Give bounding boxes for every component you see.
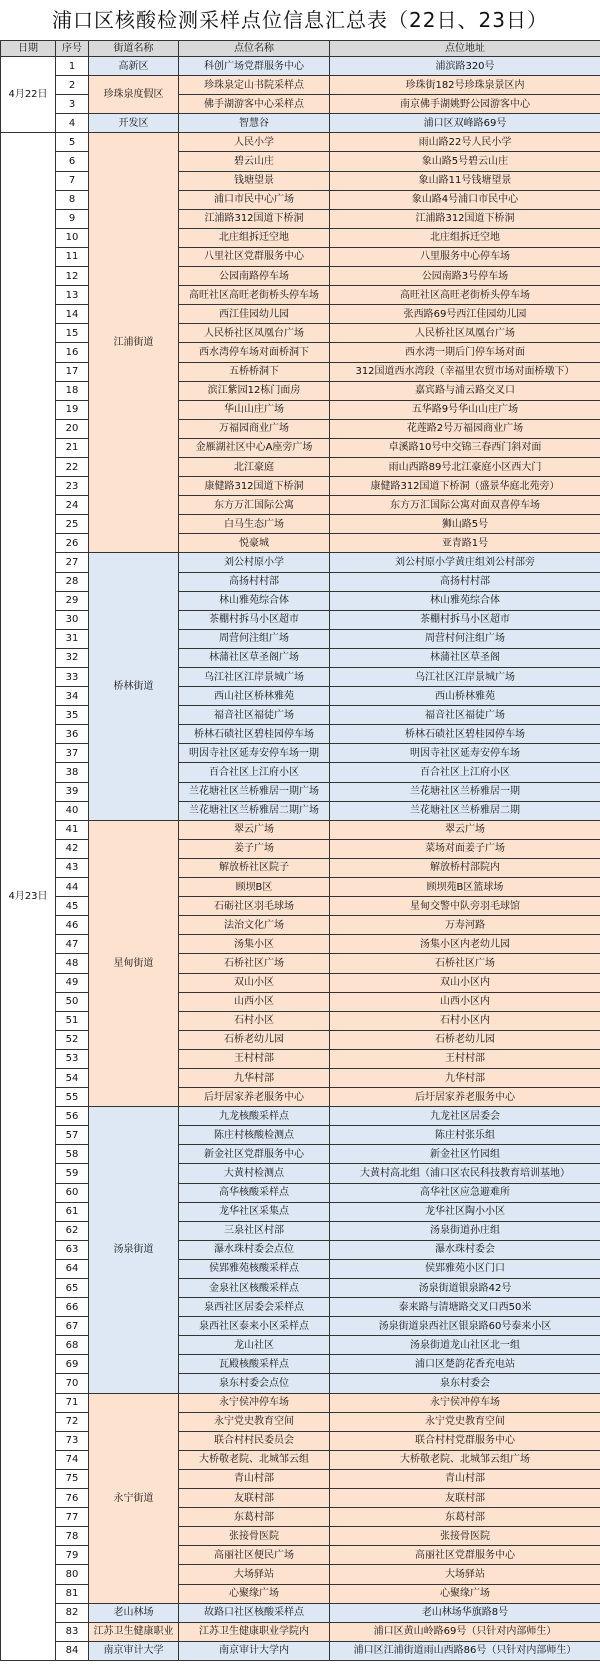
site-address-cell: 东葛村部 xyxy=(330,1508,600,1527)
table-header-row xyxy=(1,41,600,57)
site-address-cell: 新金社区竹园组 xyxy=(330,1145,600,1164)
row-number: 39 xyxy=(56,782,89,801)
site-name-cell: 林山雅苑综合体 xyxy=(179,591,330,610)
row-number: 69 xyxy=(56,1355,89,1374)
site-address-cell: 瀑水珠村委会 xyxy=(330,1240,600,1259)
site-address-cell: 泰来路与清塘路交叉口西50米 xyxy=(330,1298,600,1317)
site-address-cell: 龙华社区陶小小区 xyxy=(330,1202,600,1221)
row-number: 37 xyxy=(56,744,89,763)
row-number: 1 xyxy=(56,57,89,76)
row-number: 15 xyxy=(56,324,89,343)
header-number: 序号 xyxy=(56,41,89,57)
site-address-cell: 嘉宾路与浦云路交叉口 xyxy=(330,381,600,400)
row-number: 27 xyxy=(56,553,89,572)
site-name-cell: 王村村部 xyxy=(179,1049,330,1068)
site-address-cell: 浦口区楚韵花香充电站 xyxy=(330,1355,600,1374)
row-number: 5 xyxy=(56,133,89,152)
site-name-cell: 金泉社区核酸采样点 xyxy=(179,1279,330,1298)
site-address-cell: 312国道西水湾段（幸福里农贸市场对面桥墩下） xyxy=(330,362,600,381)
row-number: 43 xyxy=(56,858,89,877)
site-name-cell: 友联村部 xyxy=(179,1489,330,1508)
row-number: 49 xyxy=(56,973,89,992)
site-name-cell: 高扬村村部 xyxy=(179,572,330,591)
site-name-cell: 东葛村部 xyxy=(179,1508,330,1527)
site-name-cell: 永宁党史教育空间 xyxy=(179,1412,330,1431)
site-name-cell: 智慧谷 xyxy=(179,114,330,133)
site-name-cell: 故路口社区核酸采样点 xyxy=(179,1603,330,1622)
street-name-cell: 老山林场 xyxy=(89,1603,179,1622)
site-name-cell: 泉西社区泰来小区采样点 xyxy=(179,1317,330,1336)
site-address-cell: 石桥社区广场 xyxy=(330,954,600,973)
site-name-cell: 侯郢雅苑核酸采样点 xyxy=(179,1259,330,1278)
row-number: 48 xyxy=(56,954,89,973)
site-address-cell: 友联村部 xyxy=(330,1489,600,1508)
site-name-cell: 高华核酸采样点 xyxy=(179,1183,330,1202)
site-name-cell: 石村小区 xyxy=(179,1011,330,1030)
site-name-cell: 西江佳园幼儿园 xyxy=(179,305,330,324)
site-address-cell: 北庄组拆迁空地 xyxy=(330,228,600,247)
site-name-cell: 金雁湖社区中心A座旁广场 xyxy=(179,438,330,457)
site-name-cell: 万福园商业广场 xyxy=(179,419,330,438)
site-name-cell: 后圩居家养老服务中心 xyxy=(179,1088,330,1107)
row-number: 76 xyxy=(56,1489,89,1508)
site-address-cell: 人民桥社区凤凰台广场 xyxy=(330,324,600,343)
site-address-cell: 雨山西路89号北江豪庭小区西大门 xyxy=(330,457,600,476)
site-name-cell: 解放桥社区院子 xyxy=(179,858,330,877)
site-name-cell: 双山小区 xyxy=(179,973,330,992)
row-number: 62 xyxy=(56,1221,89,1240)
row-number: 77 xyxy=(56,1508,89,1527)
site-address-cell: 珍珠街182号珍珠泉景区内 xyxy=(330,76,600,95)
site-name-cell: 联合村村民委员会 xyxy=(179,1431,330,1450)
site-address-cell: 翠云广场 xyxy=(330,820,600,839)
site-address-cell: 花莲路2号万福园商业广场 xyxy=(330,419,600,438)
row-number: 50 xyxy=(56,992,89,1011)
site-name-cell: 汤集小区 xyxy=(179,935,330,954)
site-address-cell: 张西路69号西江佳园幼儿园 xyxy=(330,305,600,324)
site-address-cell: 周营村何注组广场 xyxy=(330,629,600,648)
site-address-cell: 九龙社区居委会 xyxy=(330,1107,600,1126)
row-number: 45 xyxy=(56,897,89,916)
site-name-cell: 高丽社区便民广场 xyxy=(179,1546,330,1565)
row-number: 60 xyxy=(56,1183,89,1202)
site-address-cell: 大黄村高北组（浦口区农民科技教育培训基地） xyxy=(330,1164,600,1183)
site-address-cell: 西山桥林雅苑 xyxy=(330,687,600,706)
site-address-cell: 刘公村原小学黄庄组刘公村部旁 xyxy=(330,553,600,572)
site-address-cell: 茶棚村拆马小区超市 xyxy=(330,610,600,629)
row-number: 42 xyxy=(56,839,89,858)
site-address-cell: 老山林场华旗路8号 xyxy=(330,1603,600,1622)
site-address-cell: 联合村村党群服务中心 xyxy=(330,1431,600,1450)
street-name-cell: 江苏卫生健康职业 xyxy=(89,1622,179,1641)
row-number: 20 xyxy=(56,419,89,438)
site-name-cell: 龙山社区 xyxy=(179,1336,330,1355)
table-row xyxy=(1,553,600,572)
row-number: 56 xyxy=(56,1107,89,1126)
row-number: 35 xyxy=(56,706,89,725)
site-address-cell: 卓溪路10号中交锦三春西门斜对面 xyxy=(330,438,600,457)
row-number: 59 xyxy=(56,1164,89,1183)
site-address-cell: 陈庄村张乐组 xyxy=(330,1126,600,1145)
row-number: 30 xyxy=(56,610,89,629)
row-number: 64 xyxy=(56,1259,89,1278)
row-number: 54 xyxy=(56,1068,89,1087)
site-name-cell: 华山山庄广场 xyxy=(179,400,330,419)
site-name-cell: 兰花塘社区兰桥雅居二期广场 xyxy=(179,801,330,820)
site-name-cell: 公园南路停车场 xyxy=(179,267,330,286)
site-address-cell: 解放桥村部院内 xyxy=(330,858,600,877)
row-number: 28 xyxy=(56,572,89,591)
site-name-cell: 九龙核酸采样点 xyxy=(179,1107,330,1126)
row-number: 25 xyxy=(56,515,89,534)
site-name-cell: 西水湾停车场对面桥洞下 xyxy=(179,343,330,362)
table-row xyxy=(1,1603,600,1622)
site-name-cell: 东方万汇国际公寓 xyxy=(179,496,330,515)
site-name-cell: 山西小区 xyxy=(179,992,330,1011)
site-name-cell: 八里社区党群服务中心 xyxy=(179,247,330,266)
row-number: 78 xyxy=(56,1527,89,1546)
site-address-cell: 泉东村委会 xyxy=(330,1374,600,1393)
row-number: 58 xyxy=(56,1145,89,1164)
site-address-cell: 大桥敬老院、北城邹云组广场 xyxy=(330,1450,600,1469)
row-number: 53 xyxy=(56,1049,89,1068)
site-address-cell: 兰花塘社区兰桥雅居二期 xyxy=(330,801,600,820)
site-name-cell: 龙华社区采集点 xyxy=(179,1202,330,1221)
row-number: 29 xyxy=(56,591,89,610)
row-number: 61 xyxy=(56,1202,89,1221)
site-name-cell: 北庄组拆迁空地 xyxy=(179,228,330,247)
site-name-cell: 瀑水珠村委会点位 xyxy=(179,1240,330,1259)
row-number: 67 xyxy=(56,1317,89,1336)
site-address-cell: 康健路312国道下桥洞（盛景华庭北苑旁） xyxy=(330,477,600,496)
site-name-cell: 乌江社区江岸景城广场 xyxy=(179,668,330,687)
site-name-cell: 大场驿站 xyxy=(179,1565,330,1584)
row-number: 81 xyxy=(56,1584,89,1603)
table-row xyxy=(1,76,600,95)
site-address-cell: 心聚缘广场 xyxy=(330,1584,600,1603)
row-number: 68 xyxy=(56,1336,89,1355)
table-row xyxy=(1,820,600,839)
site-name-cell: 石砺社区羽毛球场 xyxy=(179,897,330,916)
site-address-cell: 林山雅苑综合体 xyxy=(330,591,600,610)
row-number: 3 xyxy=(56,95,89,114)
header-site-address: 点位地址 xyxy=(330,41,600,57)
site-name-cell: 新金社区党群服务中心 xyxy=(179,1145,330,1164)
row-number: 18 xyxy=(56,381,89,400)
site-name-cell: 白马生态广场 xyxy=(179,515,330,534)
site-address-cell: 青山村部 xyxy=(330,1469,600,1488)
street-name-cell: 江浦街道 xyxy=(89,133,179,553)
site-address-cell: 汤集小区内老幼儿园 xyxy=(330,935,600,954)
header-street: 街道名称 xyxy=(89,41,179,57)
table-row xyxy=(1,114,600,133)
site-name-cell: 法治文化广场 xyxy=(179,916,330,935)
site-name-cell: 九华村部 xyxy=(179,1068,330,1087)
site-name-cell: 大桥敬老院、北城邹云组 xyxy=(179,1450,330,1469)
site-address-cell: 大场驿站 xyxy=(330,1565,600,1584)
row-number: 38 xyxy=(56,763,89,782)
table-row xyxy=(1,1107,600,1126)
site-name-cell: 北江豪庭 xyxy=(179,457,330,476)
site-address-cell: 高旺社区高旺老街桥头停车场 xyxy=(330,286,600,305)
site-address-cell: 石村小区内 xyxy=(330,1011,600,1030)
site-name-cell: 心聚缘广场 xyxy=(179,1584,330,1603)
site-address-cell: 浦口区黄山岭路69号（只针对内部师生） xyxy=(330,1622,600,1641)
row-number: 80 xyxy=(56,1565,89,1584)
site-address-cell: 九华村部 xyxy=(330,1068,600,1087)
row-number: 55 xyxy=(56,1088,89,1107)
site-name-cell: 佛手湖游客中心采样点 xyxy=(179,95,330,114)
site-name-cell: 南京审计大学内 xyxy=(179,1641,330,1660)
table-row xyxy=(1,1641,600,1660)
site-address-cell: 五华路9号华山山庄广场 xyxy=(330,400,600,419)
site-address-cell: 公园南路3号停车场 xyxy=(330,267,600,286)
site-address-cell: 东方万汇国际公寓对面双喜停车场 xyxy=(330,496,600,515)
site-address-cell: 菜场对面姜子广场 xyxy=(330,839,600,858)
site-address-cell: 百合社区上江府小区 xyxy=(330,763,600,782)
header-site-name: 点位名称 xyxy=(179,41,330,57)
table-body xyxy=(1,57,600,1661)
row-number: 51 xyxy=(56,1011,89,1030)
row-number: 41 xyxy=(56,820,89,839)
site-name-cell: 石桥老幼儿园 xyxy=(179,1030,330,1049)
row-number: 71 xyxy=(56,1393,89,1412)
street-name-cell: 珍珠泉度假区 xyxy=(89,76,179,114)
site-address-cell: 江浦路312国道下桥洞 xyxy=(330,209,600,228)
site-name-cell: 茶棚村拆马小区超市 xyxy=(179,610,330,629)
site-address-cell: 汤泉街道银泉路42号 xyxy=(330,1279,600,1298)
site-name-cell: 人民小学 xyxy=(179,133,330,152)
row-number: 83 xyxy=(56,1622,89,1641)
site-address-cell: 王村村部 xyxy=(330,1049,600,1068)
site-address-cell: 石桥老幼儿园 xyxy=(330,1030,600,1049)
site-name-cell: 石桥社区广场 xyxy=(179,954,330,973)
site-name-cell: 泉西社区居委会采样点 xyxy=(179,1298,330,1317)
site-address-cell: 浦口区双峰路69号 xyxy=(330,114,600,133)
site-name-cell: 福音社区福徒广场 xyxy=(179,706,330,725)
row-number: 8 xyxy=(56,190,89,209)
site-name-cell: 泉东村委会点位 xyxy=(179,1374,330,1393)
site-name-cell: 西山社区桥林雅苑 xyxy=(179,687,330,706)
site-address-cell: 汤泉街道龙山社区北一组 xyxy=(330,1336,600,1355)
site-address-cell: 万寿河路 xyxy=(330,916,600,935)
site-address-cell: 高华社区应急避难所 xyxy=(330,1183,600,1202)
row-number: 24 xyxy=(56,496,89,515)
row-number: 12 xyxy=(56,267,89,286)
site-name-cell: 翠云广场 xyxy=(179,820,330,839)
row-number: 23 xyxy=(56,477,89,496)
site-address-cell: 乌江社区江岸景城广场 xyxy=(330,668,600,687)
site-name-cell: 滨江紫园12栋门面房 xyxy=(179,381,330,400)
site-name-cell: 碧云山庄 xyxy=(179,152,330,171)
street-name-cell: 开发区 xyxy=(89,114,179,133)
row-number: 63 xyxy=(56,1240,89,1259)
table-row xyxy=(1,1622,600,1641)
row-number: 21 xyxy=(56,438,89,457)
site-name-cell: 三泉社区村部 xyxy=(179,1221,330,1240)
site-name-cell: 康健路312国道下桥洞 xyxy=(179,477,330,496)
site-name-cell: 瓦殿核酸采样点 xyxy=(179,1355,330,1374)
row-number: 2 xyxy=(56,76,89,95)
date-cell: 4月23日 xyxy=(1,133,56,1661)
site-name-cell: 永宁侯冲停车场 xyxy=(179,1393,330,1412)
row-number: 14 xyxy=(56,305,89,324)
site-name-cell: 桥林石碛社区碧桂园停车场 xyxy=(179,725,330,744)
site-name-cell: 高旺社区高旺老街桥头停车场 xyxy=(179,286,330,305)
site-name-cell: 林蒲社区草圣阁广场 xyxy=(179,648,330,667)
site-address-cell: 雨山路22号人民小学 xyxy=(330,133,600,152)
site-address-cell: 山西小区内 xyxy=(330,992,600,1011)
row-number: 36 xyxy=(56,725,89,744)
site-address-cell: 汤泉街道泉西社区银泉路60号泰来小区 xyxy=(330,1317,600,1336)
row-number: 33 xyxy=(56,668,89,687)
row-number: 10 xyxy=(56,228,89,247)
street-name-cell: 南京审计大学 xyxy=(89,1641,179,1660)
site-address-cell: 象山路4号浦口市民中心 xyxy=(330,190,600,209)
site-name-cell: 科创广场党群服务中心 xyxy=(179,57,330,76)
street-name-cell: 汤泉街道 xyxy=(89,1107,179,1393)
row-number: 75 xyxy=(56,1469,89,1488)
row-number: 57 xyxy=(56,1126,89,1145)
street-name-cell: 永宁街道 xyxy=(89,1393,179,1603)
site-address-cell: 侯郢雅苑小区门口 xyxy=(330,1259,600,1278)
site-address-cell: 星甸交警中队旁羽毛球馆 xyxy=(330,897,600,916)
site-name-cell: 青山村部 xyxy=(179,1469,330,1488)
row-number: 82 xyxy=(56,1603,89,1622)
site-name-cell: 江苏卫生健康职业学院内 xyxy=(179,1622,330,1641)
row-number: 9 xyxy=(56,209,89,228)
row-number: 72 xyxy=(56,1412,89,1431)
row-number: 19 xyxy=(56,400,89,419)
row-number: 16 xyxy=(56,343,89,362)
header-date: 日期 xyxy=(1,41,56,57)
street-name-cell: 高新区 xyxy=(89,57,179,76)
row-number: 44 xyxy=(56,878,89,897)
site-address-cell: 西水湾一期后门停车场对面 xyxy=(330,343,600,362)
row-number: 40 xyxy=(56,801,89,820)
site-address-cell: 浦口区江浦街道雨山西路86号（只针对内部师生） xyxy=(330,1641,600,1660)
table-row xyxy=(1,57,600,76)
row-number: 11 xyxy=(56,247,89,266)
site-address-cell: 高丽社区党群服务中心 xyxy=(330,1546,600,1565)
row-number: 70 xyxy=(56,1374,89,1393)
site-name-cell: 顾坝B区 xyxy=(179,878,330,897)
site-address-cell: 明因寺社区延寿安停车场 xyxy=(330,744,600,763)
site-name-cell: 兰花塘社区兰桥雅居一期广场 xyxy=(179,782,330,801)
site-name-cell: 人民桥社区凤凰台广场 xyxy=(179,324,330,343)
site-address-cell: 林蒲社区草圣阁 xyxy=(330,648,600,667)
row-number: 46 xyxy=(56,916,89,935)
site-address-cell: 永宁侯冲停车场 xyxy=(330,1393,600,1412)
row-number: 66 xyxy=(56,1298,89,1317)
row-number: 47 xyxy=(56,935,89,954)
table-row xyxy=(1,133,600,152)
row-number: 17 xyxy=(56,362,89,381)
site-address-cell: 狮山路5号 xyxy=(330,515,600,534)
table-row xyxy=(1,1393,600,1412)
site-name-cell: 姜子广场 xyxy=(179,839,330,858)
site-address-cell: 顾坝苑B区篮球场 xyxy=(330,878,600,897)
site-address-cell: 浦滨路320号 xyxy=(330,57,600,76)
site-name-cell: 陈庄村核酸检测点 xyxy=(179,1126,330,1145)
site-name-cell: 百合社区上江府小区 xyxy=(179,763,330,782)
site-name-cell: 大黄村检测点 xyxy=(179,1164,330,1183)
row-number: 34 xyxy=(56,687,89,706)
row-number: 84 xyxy=(56,1641,89,1660)
site-address-cell: 象山路11号钱塘望景 xyxy=(330,171,600,190)
sampling-sites-table xyxy=(0,40,600,1661)
site-address-cell: 永宁党史教育空间 xyxy=(330,1412,600,1431)
row-number: 52 xyxy=(56,1030,89,1049)
site-name-cell: 悦豪城 xyxy=(179,534,330,553)
site-name-cell: 江浦路312国道下桥洞 xyxy=(179,209,330,228)
site-address-cell: 福音社区福徒广场 xyxy=(330,706,600,725)
site-address-cell: 张接骨医院 xyxy=(330,1527,600,1546)
row-number: 13 xyxy=(56,286,89,305)
page-title: 浦口区核酸检测采样点位信息汇总表（22日、23日） xyxy=(52,8,548,32)
site-address-cell: 兰花塘社区兰桥雅居一期 xyxy=(330,782,600,801)
site-address-cell: 南京佛手湖姚野公园游客中心 xyxy=(330,95,600,114)
row-number: 79 xyxy=(56,1546,89,1565)
site-address-cell: 桥林石碛社区碧桂园停车场 xyxy=(330,725,600,744)
site-address-cell: 后圩居家养老服务中心 xyxy=(330,1088,600,1107)
row-number: 31 xyxy=(56,629,89,648)
site-name-cell: 浦口市民中心广场 xyxy=(179,190,330,209)
site-name-cell: 张接骨医院 xyxy=(179,1527,330,1546)
row-number: 7 xyxy=(56,171,89,190)
site-address-cell: 汤泉街道孙庄组 xyxy=(330,1221,600,1240)
site-name-cell: 周营何注组广场 xyxy=(179,629,330,648)
site-name-cell: 钱塘望景 xyxy=(179,171,330,190)
site-address-cell: 双山小区内 xyxy=(330,973,600,992)
site-name-cell: 珍珠泉定山书院采样点 xyxy=(179,76,330,95)
date-cell: 4月22日 xyxy=(1,57,56,133)
street-name-cell: 桥林街道 xyxy=(89,553,179,820)
row-number: 26 xyxy=(56,534,89,553)
site-address-cell: 八里服务中心停车场 xyxy=(330,247,600,266)
row-number: 32 xyxy=(56,648,89,667)
row-number: 4 xyxy=(56,114,89,133)
site-address-cell: 象山路5号碧云山庄 xyxy=(330,152,600,171)
site-name-cell: 刘公村原小学 xyxy=(179,553,330,572)
row-number: 74 xyxy=(56,1450,89,1469)
row-number: 65 xyxy=(56,1279,89,1298)
row-number: 22 xyxy=(56,457,89,476)
site-name-cell: 五桥桥洞下 xyxy=(179,362,330,381)
site-address-cell: 高扬村村部 xyxy=(330,572,600,591)
row-number: 73 xyxy=(56,1431,89,1450)
row-number: 6 xyxy=(56,152,89,171)
site-name-cell: 明因寺社区延寿安停车场一期 xyxy=(179,744,330,763)
street-name-cell: 星甸街道 xyxy=(89,820,179,1106)
site-address-cell: 亚青路1号 xyxy=(330,534,600,553)
